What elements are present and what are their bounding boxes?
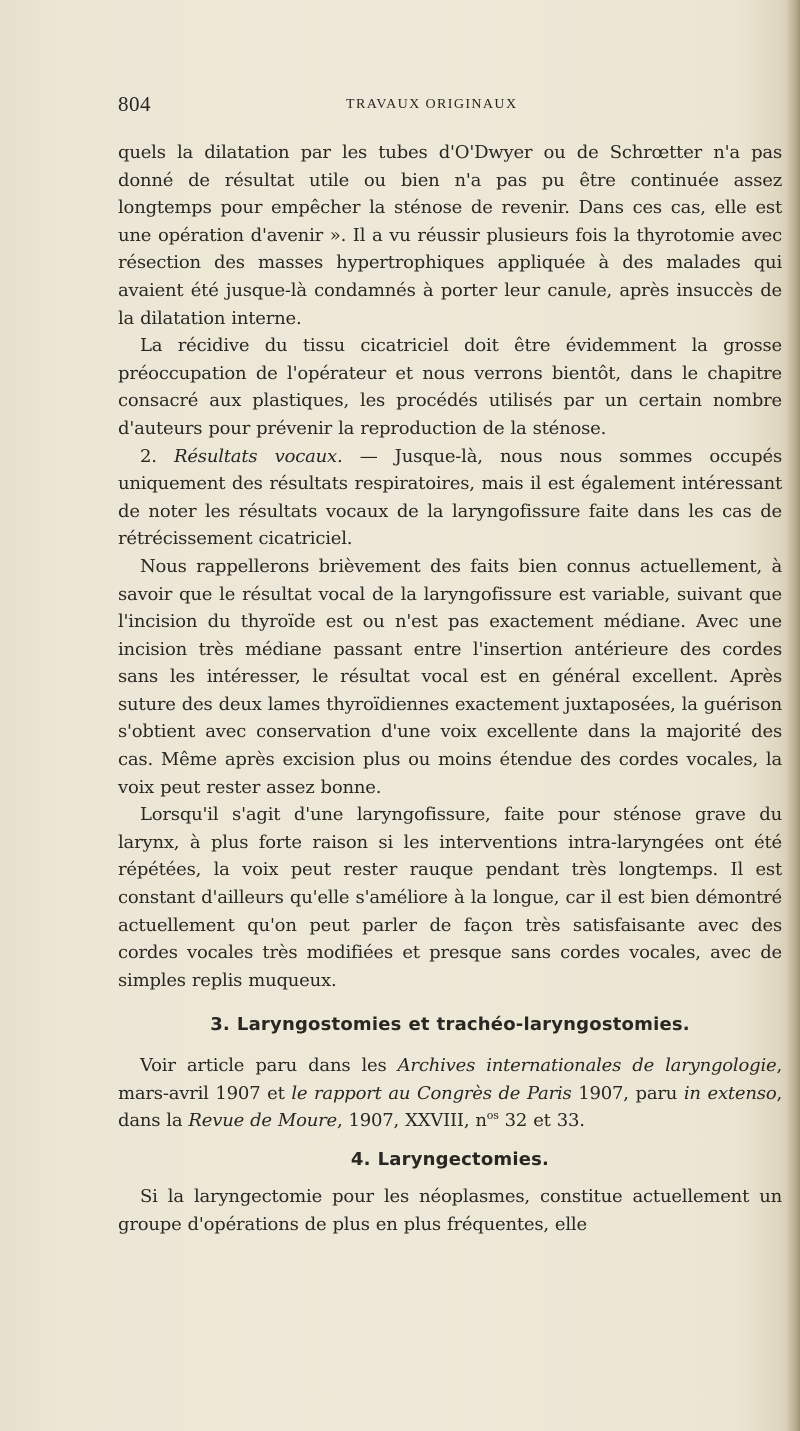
p6-text-f: 32 et 33. xyxy=(498,1110,585,1132)
subsection-number: 2. xyxy=(140,445,157,467)
paragraph-4: Nous rappellerons brièvement des faits bien connus actuellement, à savoir que le résultat vocal de la laryngofissure est variable, suivant que l'incision du thyroïde est ou n'est pas exactement médiane. Avec une incision très médiane passant entre l'insertion antérieure des cordes sans les intéresser, le résultat vocal est en général excellent. Après suture des deux lames thyroïdiennes exactement juxtaposées, la guérison s'obtient avec conservation d'une voix excellente dans la majorité des cas. Même après excision plus ou moins étendue des cordes vocales, la voix peut rester assez bonne. xyxy=(118,555,782,798)
p6-text-c: 1907, paru xyxy=(571,1082,684,1104)
paragraph-3 xyxy=(118,443,782,553)
section-heading-3: 3. Laryngostomies et trachéo-laryngostomies. xyxy=(210,1014,690,1036)
paragraph-5: Lorsqu'il s'agit d'une laryngofissure, faite pour sténose grave du larynx, à plus forte raison si les interventions intra-laryngées ont été répétées, la voix peut rester rauque pendant très longtemps. Il est constant d'ailleurs qu'elle s'améliore à la longue, car il est bien démontré actuellement qu'on peut parler de façon très satisfaisante avec des cordes vocales très modifiées et presque sans cordes vocales, avec de simples replis muqueux. xyxy=(118,804,782,991)
archives-title: Archives internationales de laryngologie xyxy=(397,1055,777,1076)
body-text xyxy=(118,139,782,1239)
running-title: TRAVAUX ORIGINAUX xyxy=(346,97,518,112)
in-extenso: in extenso xyxy=(683,1082,777,1104)
numero-superscript: os xyxy=(486,1109,499,1123)
p6-text-b: , mars-avril 1907 et xyxy=(118,1055,782,1104)
section-heading-4: 4. Laryngectomies. xyxy=(350,1148,550,1170)
paragraph-1: quels la dilatation par les tubes d'O'Dwyer ou de Schrœtter n'a pas donné de résultat utile ou bien n'a pas pu être continuée assez longtemps pour empêcher la sténose de revenir. Dans ces cas, elle est une opération d'avenir ». Il a vu réussir plusieurs fois la thyrotomie avec résection des masses hypertrophiques appliquée à des malades qui avaient été jusque-là condamnés à porter leur canule, après insuccès de la dilatation interne. xyxy=(118,142,782,329)
p6-text-a: Voir article paru dans les xyxy=(140,1055,398,1076)
revue-title: Revue de Moure xyxy=(188,1110,337,1132)
page-edge-shadow xyxy=(786,0,800,1431)
p6-text-e: , 1907, XXVIII, n xyxy=(336,1110,487,1132)
paragraph-7: Si la laryngectomie pour les néoplasmes, constitue actuellement un groupe d'opérations de plus en plus fréquentes, elle xyxy=(118,1186,782,1235)
subsection-title: Résultats vocaux. xyxy=(173,445,343,467)
paragraph-6 xyxy=(118,1052,782,1135)
paragraph-2: La récidive du tissu cicatriciel doit être évidemment la grosse préoccupation de l'opérateur et nous verrons bientôt, dans le chapitre consacré aux plastiques, les procédés utilisés par un certain nombre d'auteurs pour prévenir la reproduction de la sténose. xyxy=(118,335,782,439)
rapport-title: le rapport au Congrès de Paris xyxy=(291,1082,572,1104)
running-header xyxy=(118,92,778,122)
p6-text-d: , dans la xyxy=(118,1082,782,1132)
paragraph-3-text: — Jusque-là, nous nous sommes occupés uniquement des résultats respiratoires, mais il est également intéressant de noter les résultats vocaux de la laryngofissure faite dans les cas de rétrécissement cicatriciel. xyxy=(118,445,782,550)
page-number: 804 xyxy=(118,92,151,116)
